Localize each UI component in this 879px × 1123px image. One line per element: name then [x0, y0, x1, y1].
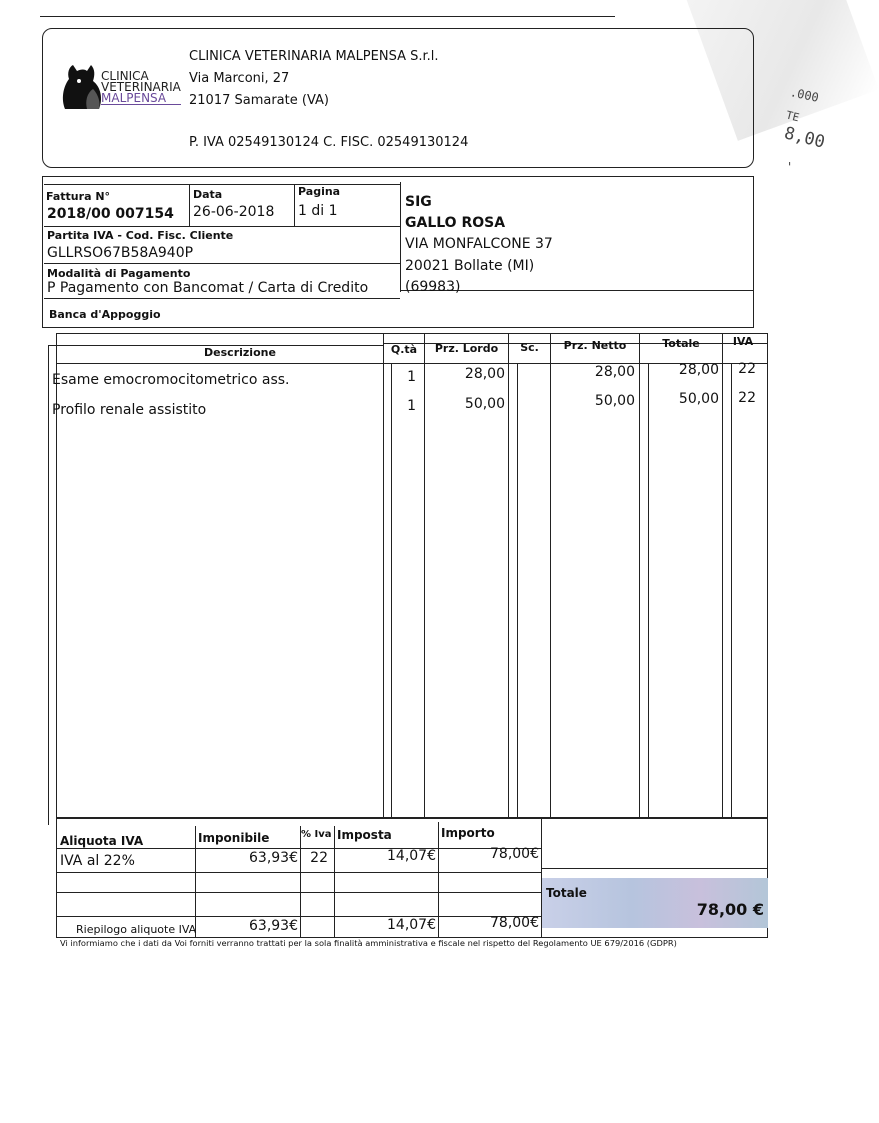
riepilogo-label: Riepilogo aliquote IVA — [76, 923, 197, 936]
row-1-lordo: 28,00 — [464, 366, 505, 382]
col-sc: Sc. — [520, 341, 539, 354]
invoice-date-label: Data — [193, 188, 223, 201]
row-1-desc: Esame emocromocitometrico ass. — [52, 372, 290, 388]
row-1-netto: 28,00 — [594, 364, 635, 380]
imposta-value: 14,07€ — [387, 848, 436, 864]
row-1-totale: 28,00 — [678, 362, 719, 378]
col-qta: Q.tà — [390, 343, 418, 356]
customer-street: VIA MONFALCONE 37 — [405, 236, 553, 252]
payment-value: P Pagamento con Bancomat / Carta di Credito — [47, 280, 369, 296]
riepilogo-imposta: 14,07€ — [387, 917, 436, 933]
company-city: 21017 Samarate (VA) — [189, 93, 329, 108]
margin-text-2: TE — [784, 108, 801, 125]
invoice-number-label: Fattura N° — [46, 190, 111, 203]
invoice-date: 26-06-2018 — [193, 204, 275, 220]
invoice-page-label: Pagina — [298, 185, 341, 198]
logo-animals-icon — [57, 59, 107, 111]
invoice-number: 2018/00 007154 — [47, 206, 174, 222]
col-lordo: Prz. Lordo — [434, 342, 499, 355]
pct-label: % Iva — [301, 829, 332, 840]
col-descrizione: Descrizione — [204, 346, 276, 359]
row-2-iva: 22 — [738, 390, 756, 406]
customer-code: (69983) — [405, 279, 461, 295]
row-1-iva: 22 — [738, 361, 756, 377]
company-header — [42, 28, 754, 168]
row-2-lordo: 50,00 — [464, 396, 505, 412]
logo-line-3: MALPENSA — [101, 93, 181, 105]
row-2-netto: 50,00 — [594, 393, 635, 409]
imposta-label: Imposta — [337, 828, 392, 842]
margin-text-4: ' — [786, 160, 794, 174]
taxid-value: GLLRSO67B58A940P — [47, 245, 194, 261]
pct-value: 22 — [310, 850, 328, 866]
col-netto: Prz. Netto — [563, 339, 627, 352]
totale-box — [542, 878, 768, 928]
imponibile-label: Imponibile — [198, 831, 270, 845]
margin-text-3: 8,00 — [782, 123, 827, 153]
logo-line-1: CLINICA — [101, 69, 149, 83]
totale-value: 78,00 € — [696, 900, 764, 919]
importo-label: Importo — [441, 826, 495, 840]
aliquota-label: Aliquota IVA — [60, 834, 144, 848]
invoice-page: 1 di 1 — [298, 203, 338, 219]
imponibile-value: 63,93€ — [249, 850, 298, 866]
top-rule — [40, 16, 615, 17]
riepilogo-importo: 78,00€ — [490, 915, 539, 931]
totale-label: Totale — [546, 886, 587, 900]
customer-city: 20021 Bollate (MI) — [405, 258, 535, 274]
importo-value: 78,00€ — [490, 846, 539, 862]
logo-line-2: VETERINARIA — [101, 80, 181, 94]
margin-text-1: .000 — [788, 85, 821, 105]
riepilogo-imponibile: 63,93€ — [249, 918, 298, 934]
company-vat: P. IVA 02549130124 C. FISC. 02549130124 — [189, 135, 469, 150]
payment-label: Modalità di Pagamento — [47, 267, 191, 280]
row-1-qta: 1 — [407, 369, 416, 385]
customer-title: SIG — [405, 194, 432, 210]
col-iva: IVA — [732, 335, 754, 348]
aliquota-value: IVA al 22% — [60, 853, 135, 869]
col-totale: Totale — [662, 337, 700, 350]
row-2-desc: Profilo renale assistito — [52, 402, 207, 418]
company-logo — [57, 59, 187, 111]
customer-name: GALLO ROSA — [405, 215, 506, 231]
privacy-note: Vi informiamo che i dati da Voi forniti verranno trattati per la sola finalità amministrativa e fiscale nel rispetto del Regolamento UE 679/2016 (GDPR) — [60, 938, 677, 948]
company-name: CLINICA VETERINARIA MALPENSA S.r.l. — [189, 49, 439, 64]
row-2-qta: 1 — [407, 398, 416, 414]
company-address: Via Marconi, 27 — [189, 71, 290, 86]
bank-label: Banca d'Appoggio — [49, 308, 161, 321]
taxid-label: Partita IVA - Cod. Fisc. Cliente — [47, 229, 234, 242]
row-2-totale: 50,00 — [678, 391, 719, 407]
